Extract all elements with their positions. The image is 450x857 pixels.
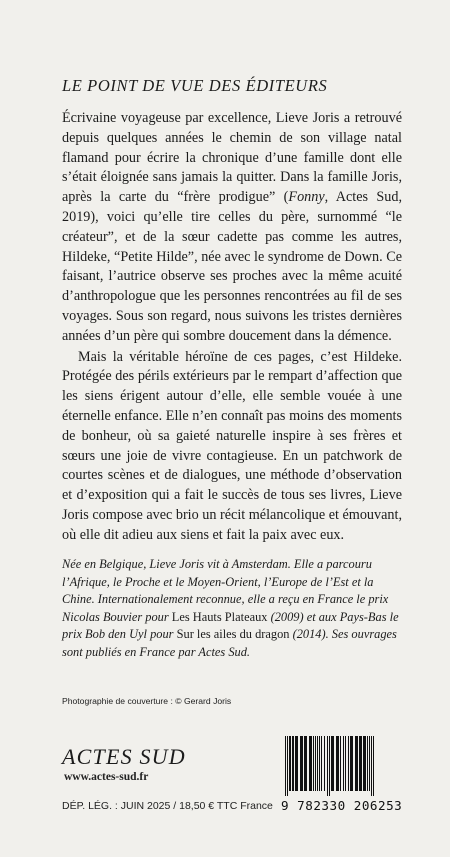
barcode-bar <box>348 736 349 791</box>
barcode-bar <box>309 736 312 791</box>
editors-text <box>62 109 402 546</box>
paragraph-2 <box>62 348 402 546</box>
barcode-bar <box>324 736 325 791</box>
text-run: , Actes Sud, 2019), voici qu’elle tire celles du père, surnommé “le créateur”, et de la sœur cadette pas comme les autres, Hildeke, “Petite Hilde”, née avec le syndrome de Down. Ce faisant, l’autrice observe ses proches avec la même acuité d’anthropologue que les personnes rencontrées au fil de ses voyages. Sous son regard, nous suivons les tristes dernières années d’un père qui sombre doucement dans la démence. <box>62 189 402 344</box>
barcode-bar <box>289 736 291 791</box>
barcode-bar <box>313 736 314 791</box>
barcode-bar <box>363 736 366 791</box>
text-run: Fonny <box>288 189 325 206</box>
text-run: Écrivaine voyageuse par excellence, Lieve Joris a retrouvé depuis quelques années le chemin de son village natal flamand pour écrire la chronique d’une famille dont elle s’était éloignée sans jamais la quitter. Dans la famille Joris, après la carte du “frère prodigue” ( <box>62 110 402 206</box>
barcode-bar <box>331 736 334 791</box>
publisher-logo: ACTES SUD <box>62 744 186 769</box>
legal-deposit-price: DÉP. LÉG. : JUIN 2025 / 18,50 € TTC France <box>62 800 273 812</box>
barcode-bar <box>319 736 320 791</box>
barcode <box>283 736 415 796</box>
bio-run: (2009) et aux Pays-Bas le prix Bob den Uyl pour <box>62 609 399 642</box>
paragraph-1 <box>62 109 402 347</box>
barcode-bar <box>340 736 341 791</box>
barcode-bar <box>373 736 374 796</box>
isbn-number: 9 782330 206253 <box>281 798 403 813</box>
barcode-bar <box>355 736 358 791</box>
barcode-bar <box>367 736 368 791</box>
barcode-bar <box>285 736 286 796</box>
barcode-bar <box>345 736 346 791</box>
barcode-bar <box>329 736 330 796</box>
barcode-bar <box>350 736 353 791</box>
barcode-bar <box>300 736 303 791</box>
barcode-bar <box>359 736 362 791</box>
bio-run: Sur les ailes du dragon <box>176 627 290 642</box>
barcode-bar <box>317 736 318 791</box>
barcode-bar <box>295 736 298 791</box>
barcode-bar <box>336 736 339 791</box>
section-heading: LE POINT DE VUE DES ÉDITEURS <box>62 76 328 95</box>
text-run: Mais la véritable héroïne de ces pages, c’est Hildeke. Protégée des périls extérieurs par le rempart d’affection que les siens érigent autour d’elle, elle semble vouée à une éternelle enfance. Elle n’en connaît pas moins des moments de bonheur, où sa gaieté naturelle inspire à ses frères et sœurs une joie de vivre contagieuse. En un patchwork de courtes scènes et de dialogues, une méthode d’observation et d’exposition qui a fait le succès de tous ses livres, Lieve Joris compose avec brio un récit mélancolique et émouvant, où elle dit adieu aux siens et fait la paix avec eux. <box>62 348 402 543</box>
barcode-bar <box>369 736 370 791</box>
bio-run: Née en Belgique, Lieve Joris vit à Amsterdam. Elle a parcouru l’Afrique, le Proche et le Moyen-Orient, l’Europe de l’Est et la Chine. Internationalement reconnue, elle a reçu en France le prix Nicolas Bouvier pour <box>62 557 389 624</box>
bio-run: Les Hauts Plateaux <box>171 609 268 624</box>
barcode-bar <box>327 736 328 796</box>
barcode-bar <box>304 736 307 791</box>
publisher-website: www.actes-sud.fr <box>64 771 149 783</box>
barcode-bar <box>343 736 344 791</box>
barcode-bar <box>315 736 316 791</box>
bio-run: (2014). Ses ouvrages sont publiés en France par Actes Sud. <box>62 627 397 659</box>
barcode-bar <box>371 736 372 796</box>
barcode-bar <box>287 736 288 796</box>
author-bio <box>62 556 402 662</box>
barcode-bar <box>321 736 322 791</box>
photo-credit: Photographie de couverture : © Gerard Joris <box>62 696 232 706</box>
barcode-bar <box>292 736 294 791</box>
